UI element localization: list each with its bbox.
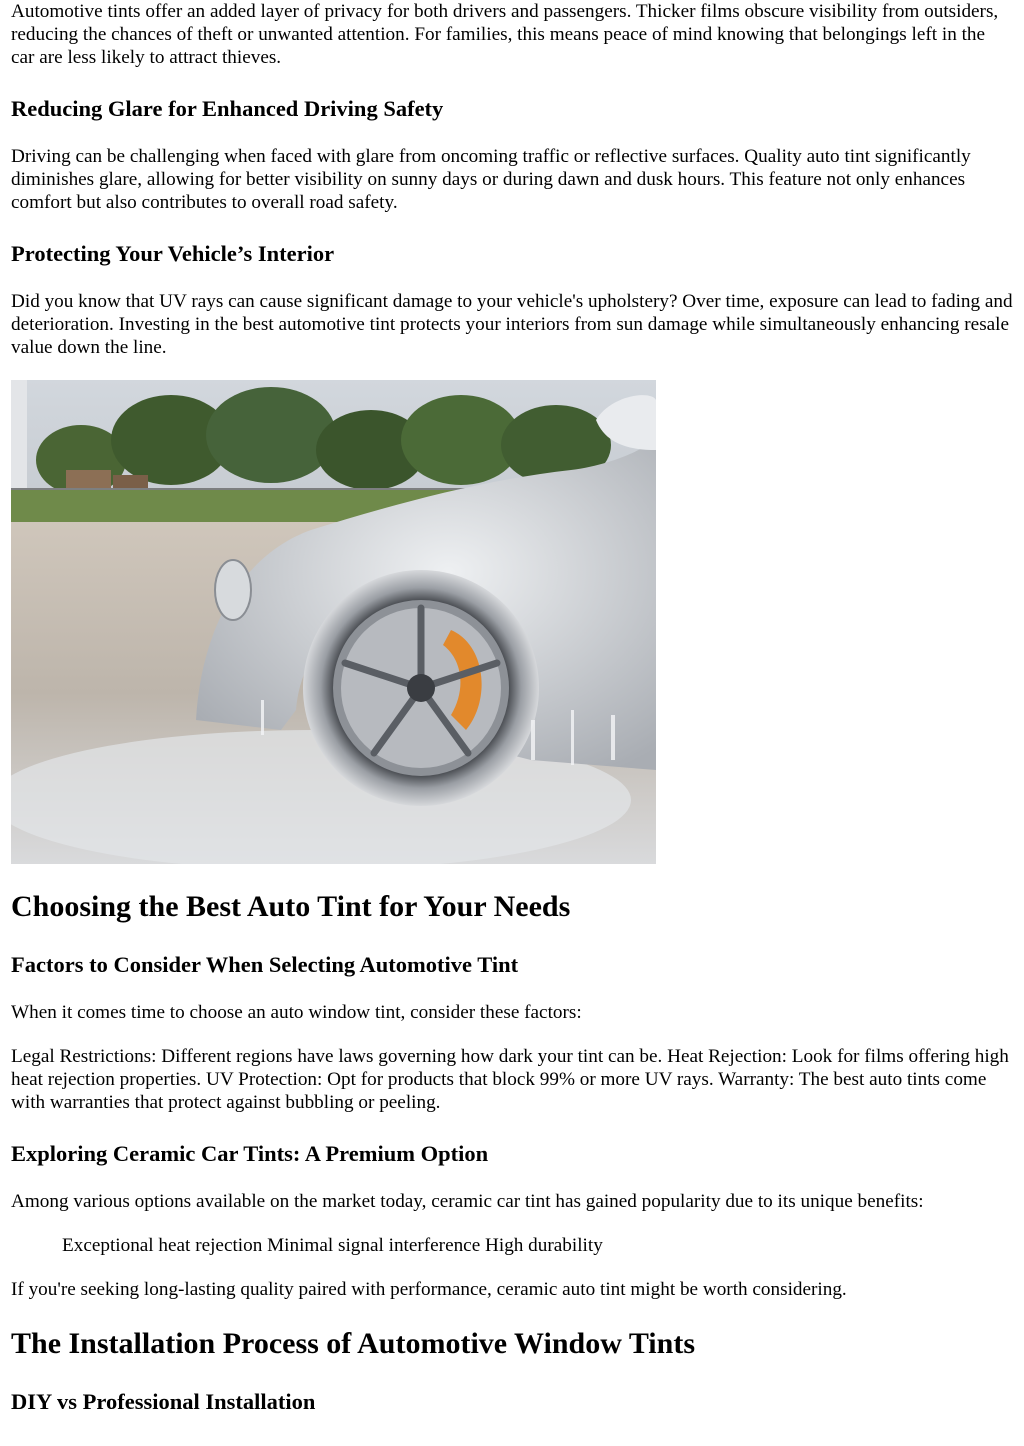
ceramic-benefits: Exceptional heat rejection Minimal signal interference High durability	[62, 1235, 603, 1256]
ceramic-heading: Exploring Ceramic Car Tints: A Premium Option	[11, 1141, 489, 1166]
interior-paragraph: Did you know that UV rays can cause significant damage to your vehicle's upholstery? Over time, exposure can lead to fading and deterioration. Investing in the best automotive tint protects your interiors from sun damage while simultaneously enhancing resale value down the line.	[11, 291, 1013, 358]
factors-intro: When it comes time to choose an auto window tint, consider these factors:	[11, 1002, 582, 1023]
choosing-heading: Choosing the Best Auto Tint for Your Needs	[11, 890, 571, 923]
glare-paragraph: Driving can be challenging when faced with glare from oncoming traffic or reflective surfaces. Quality auto tint significantly diminishes glare, allowing for better visibility on sunny days or during dawn and dusk hours. This feature not only enhances comfort but also contributes to overall road safety.	[11, 146, 971, 213]
glare-heading: Reducing Glare for Enhanced Driving Safety	[11, 96, 444, 121]
factors-list: Legal Restrictions: Different regions have laws governing how dark your tint can be. Heat Rejection: Look for films offering high heat rejection properties. UV Protection: Opt for products that block 99% or more UV rays. Warranty: The best auto tints come with warranties that protect against bubbling or peeling.	[11, 1046, 1009, 1113]
diy-heading: DIY vs Professional Installation	[11, 1389, 316, 1414]
installation-heading: The Installation Process of Automotive Window Tints	[11, 1327, 695, 1360]
ceramic-intro: Among various options available on the market today, ceramic car tint has gained popularity due to its unique benefits:	[11, 1191, 924, 1212]
interior-heading: Protecting Your Vehicle’s Interior	[11, 241, 335, 266]
factors-heading: Factors to Consider When Selecting Automotive Tint	[11, 952, 519, 977]
foamed-car-photo	[11, 380, 656, 864]
privacy-paragraph: Automotive tints offer an added layer of privacy for both drivers and passengers. Thicker films obscure visibility from outsiders, reducing the chances of theft or unwanted attention. For families, this means peace of mind knowing that belongings left in the car are less likely to attract thieves.	[11, 1, 999, 68]
ceramic-conclusion: If you're seeking long-lasting quality paired with performance, ceramic auto tint might be worth considering.	[11, 1279, 847, 1300]
